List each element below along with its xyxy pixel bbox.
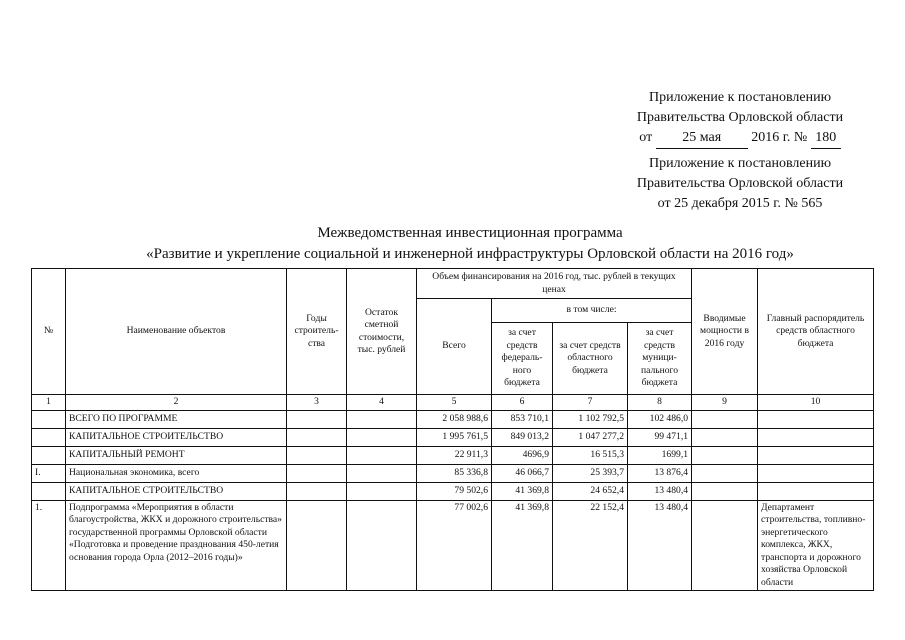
- table-row: [32, 464, 874, 482]
- handwritten-date: [656, 128, 748, 149]
- cell-name: ВСЕГО ПО ПРОГРАММЕ: [66, 410, 287, 428]
- handwritten-number: [811, 128, 841, 149]
- cell-no: 1.: [32, 500, 66, 591]
- cell-capacity: [692, 410, 758, 428]
- cell-name: Подпрограмма «Мероприятия в области благоустройства, ЖКХ и дорожного строительства» государственной программы Орловской области «Подготовка и проведение празднования 450-летия основания города Орла (2012–2016 годы)»: [66, 500, 287, 591]
- cell-regional: 1 047 277,2: [553, 428, 628, 446]
- cell-years: [287, 428, 347, 446]
- cell-manager: [758, 428, 874, 446]
- header-line: Правительства Орловской области: [636, 110, 844, 125]
- header-regional: за счет средств областного бюджета: [553, 323, 628, 395]
- cell-manager: [758, 410, 874, 428]
- cell-regional: 22 152,4: [553, 500, 628, 591]
- cell-total: 77 002,6: [417, 500, 492, 591]
- header-total: Всего: [417, 299, 492, 395]
- cell-years: [287, 464, 347, 482]
- cell-federal: 853 710,1: [492, 410, 553, 428]
- document-title: [60, 223, 880, 265]
- cell-regional: 25 393,7: [553, 464, 628, 482]
- handwritten-date-text: 25 мая: [682, 130, 722, 145]
- cell-remainder: [347, 500, 417, 591]
- cell-no: [32, 410, 66, 428]
- header-remainder: Остаток сметной стоимости, тыс. рублей: [347, 269, 417, 395]
- title-line: «Развитие и укрепление социальной и инженерной инфраструктуры Орловской области на 2016 год»: [146, 246, 794, 262]
- cell-total: 22 911,3: [417, 446, 492, 464]
- cell-manager: [758, 482, 874, 500]
- cell-federal: 41 369,8: [492, 482, 553, 500]
- cell-years: [287, 446, 347, 464]
- cell-name: КАПИТАЛЬНОЕ СТРОИТЕЛЬСТВО: [66, 482, 287, 500]
- title-line: Межведомственная инвестиционная программа: [317, 225, 623, 241]
- approval-header-original: [600, 154, 880, 214]
- header-line: Приложение к постановлению: [648, 156, 832, 171]
- cell-name: КАПИТАЛЬНЫЙ РЕМОНТ: [66, 446, 287, 464]
- header-capacity: Вводимые мощности в 2016 году: [692, 269, 758, 395]
- column-number: 1: [32, 395, 66, 411]
- cell-manager: [758, 446, 874, 464]
- column-number: 8: [628, 395, 692, 411]
- cell-capacity: [692, 446, 758, 464]
- cell-federal: 849 013,2: [492, 428, 553, 446]
- cell-remainder: [347, 464, 417, 482]
- table-row: [32, 482, 874, 500]
- cell-total: 1 995 761,5: [417, 428, 492, 446]
- column-number: 6: [492, 395, 553, 411]
- header-years: Годы строитель-ства: [287, 269, 347, 395]
- date-year: 2016 г.: [751, 130, 791, 145]
- header-line: Правительства Орловской области: [636, 176, 844, 191]
- cell-regional: 1 102 792,5: [553, 410, 628, 428]
- column-number: 2: [66, 395, 287, 411]
- table-row: [32, 428, 874, 446]
- column-number: 10: [758, 395, 874, 411]
- column-number-row: [32, 395, 874, 411]
- program-table: [31, 268, 874, 591]
- column-number: 7: [553, 395, 628, 411]
- cell-remainder: [347, 446, 417, 464]
- column-number: 5: [417, 395, 492, 411]
- header-volume: Объем финансирования на 2016 год, тыс. рублей в текущих ценах: [417, 269, 692, 299]
- cell-municipal: 13 480,4: [628, 500, 692, 591]
- cell-municipal: 102 486,0: [628, 410, 692, 428]
- cell-federal: 4696,9: [492, 446, 553, 464]
- cell-municipal: 99 471,1: [628, 428, 692, 446]
- cell-name: КАПИТАЛЬНОЕ СТРОИТЕЛЬСТВО: [66, 428, 287, 446]
- cell-manager: Департамент строительства, топливно-энергетического комплекса, ЖКХ, транспорта и дорожного хозяйства Орловской области: [758, 500, 874, 591]
- header-line: Приложение к постановлению: [648, 90, 832, 105]
- table-row: [32, 500, 874, 591]
- cell-municipal: 13 876,4: [628, 464, 692, 482]
- cell-no: [32, 446, 66, 464]
- cell-remainder: [347, 482, 417, 500]
- cell-no: [32, 482, 66, 500]
- table-row: [32, 410, 874, 428]
- cell-manager: [758, 464, 874, 482]
- cell-municipal: 1699,1: [628, 446, 692, 464]
- handwritten-number-text: 180: [815, 130, 837, 145]
- header-line: от 25 декабря 2015 г. № 565: [657, 196, 823, 211]
- date-prefix: от: [639, 130, 653, 145]
- cell-municipal: 13 480,4: [628, 482, 692, 500]
- header-manager: Главный распорядитель средств областного бюджета: [758, 269, 874, 395]
- cell-years: [287, 500, 347, 591]
- cell-total: 2 058 988,6: [417, 410, 492, 428]
- cell-regional: 24 652,4: [553, 482, 628, 500]
- cell-capacity: [692, 428, 758, 446]
- column-number: 3: [287, 395, 347, 411]
- cell-capacity: [692, 482, 758, 500]
- cell-years: [287, 482, 347, 500]
- cell-name: Национальная экономика, всего: [66, 464, 287, 482]
- table-row: [32, 446, 874, 464]
- cell-years: [287, 410, 347, 428]
- header-federal: за счет средств федераль-ного бюджета: [492, 323, 553, 395]
- cell-total: 85 336,8: [417, 464, 492, 482]
- cell-federal: 46 066,7: [492, 464, 553, 482]
- approval-header-current: [600, 88, 880, 149]
- cell-total: 79 502,6: [417, 482, 492, 500]
- cell-remainder: [347, 428, 417, 446]
- header-municipal: за счет средств муници-пального бюджета: [628, 323, 692, 395]
- column-number: 9: [692, 395, 758, 411]
- cell-remainder: [347, 410, 417, 428]
- header-including: в том числе:: [492, 299, 692, 323]
- header-name: Наименование объектов: [66, 269, 287, 395]
- cell-federal: 41 369,8: [492, 500, 553, 591]
- header-no: №: [32, 269, 66, 395]
- cell-no: I.: [32, 464, 66, 482]
- cell-capacity: [692, 500, 758, 591]
- cell-no: [32, 428, 66, 446]
- column-number: 4: [347, 395, 417, 411]
- cell-capacity: [692, 464, 758, 482]
- header-date-line: [600, 128, 880, 149]
- cell-regional: 16 515,3: [553, 446, 628, 464]
- number-label: №: [793, 130, 808, 145]
